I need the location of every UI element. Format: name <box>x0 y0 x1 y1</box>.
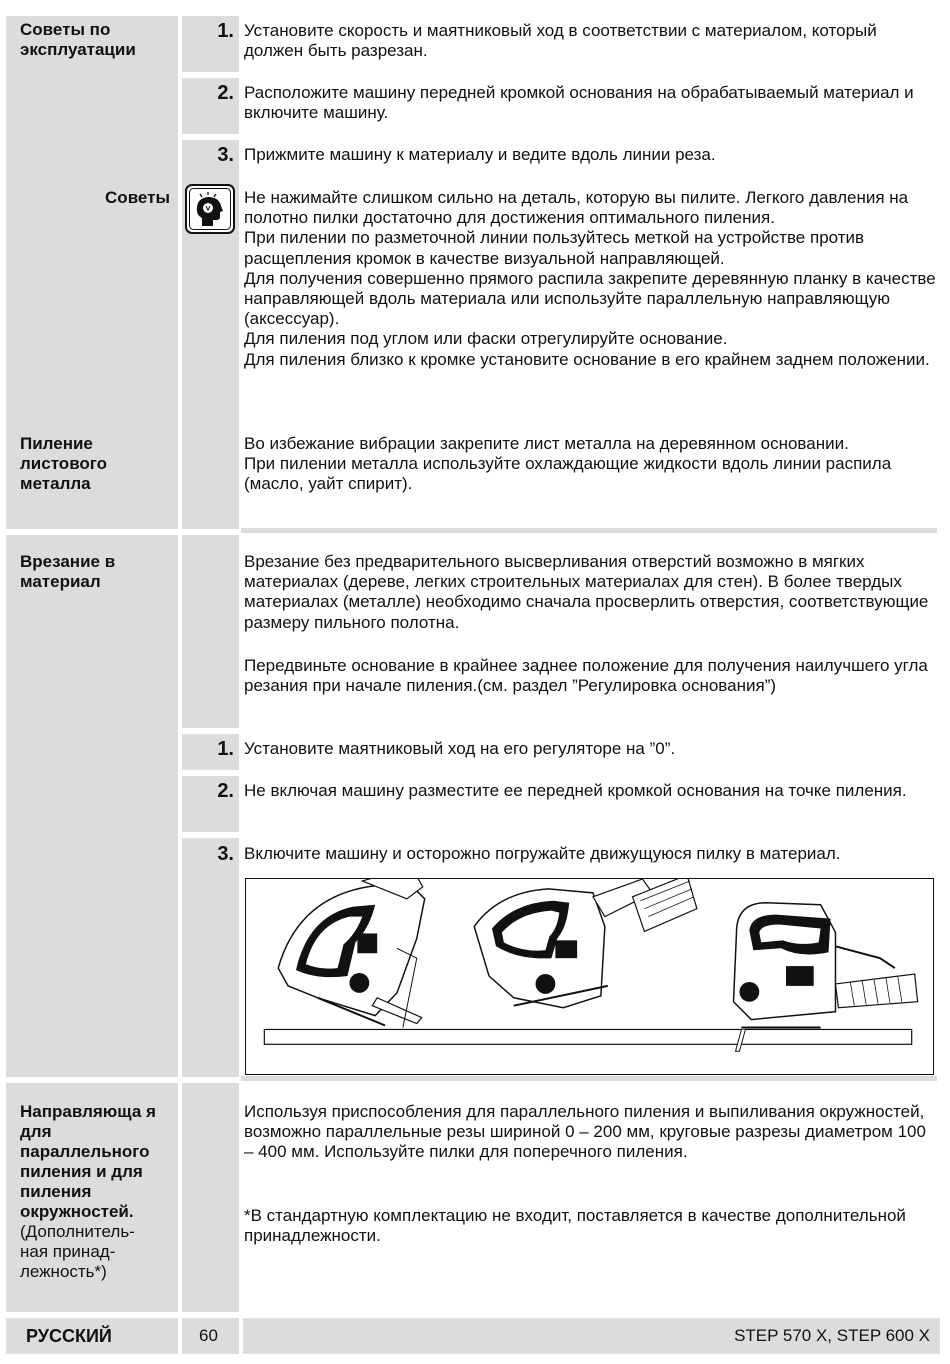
step-column-cell <box>182 1083 239 1312</box>
step-number: 2. <box>217 82 234 104</box>
tip-lightbulb-head-icon <box>185 184 235 234</box>
tips-text <box>244 188 940 370</box>
section-title-sheet-metal: Пиление листового металла <box>20 434 108 493</box>
section-title-usage: Советы по эксплуатации <box>20 20 136 59</box>
tip-line: Не нажимайте слишком сильно на деталь, которую вы пилите. Легкого давления на полотно пилки достаточно для достижения оптимального пиления. <box>244 188 909 228</box>
step-number: 3. <box>217 843 234 865</box>
step-column-cell <box>182 838 239 1077</box>
step-text: Установите маятниковый ход на его регуляторе на ”0”. <box>244 739 676 758</box>
sheet-metal-text <box>244 434 940 495</box>
step-number: 2. <box>217 780 234 802</box>
guide-para-1: Используя приспособления для параллельного пиления и выпиливания окружностей, возможно параллельные резы шириной 0 – 200 мм, круговые разрезы диаметром 100 – 400 мм. Используйте пилки для поперечного пиления. <box>244 1102 926 1162</box>
guide-title-bold: Направляюща я для параллельного пиления и для пиления окружностей. <box>20 1102 156 1221</box>
section-title-plunge: Врезание в материал <box>20 552 116 591</box>
tip-line: Для пиления под углом или фаски отрегулируйте основание. <box>244 329 728 349</box>
sheet-metal-line: Во избежание вибрации закрепите лист металла на деревянном основании. <box>244 434 849 453</box>
plunge-para-2: Передвиньте основание в крайнее заднее положение для получения наилучшего угла резания при начале пиления.(см. раздел ”Регулировка основания”) <box>244 656 928 696</box>
step-text: Прижмите машину к материалу и ведите вдоль линии реза. <box>244 145 716 164</box>
step-number: 3. <box>217 144 234 166</box>
section-title-tips: Советы <box>105 188 170 207</box>
step-text: Установите скорость и маятниковый ход в соответствии с материалом, который должен быть разрезан. <box>244 21 877 61</box>
section-divider <box>241 528 937 533</box>
plunge-cut-illustration <box>245 878 934 1075</box>
jigsaw-partial-icon <box>474 878 697 1008</box>
tip-line: При пилении по разметочной линии пользуйтесь меткой на устройстве против расщепления кромок в качестве визуальной направляющей. <box>244 228 865 268</box>
tip-line: Для получения совершенно прямого распила закрепите деревянную планку в качестве направляющей вдоль материала или используйте параллельную направляющую (аксессуар). <box>244 268 936 329</box>
sheet-metal-line: При пилении металла используйте охлаждающие жидкости вдоль линии распила (масло, уайт спирит). <box>244 454 892 494</box>
section-title-guide <box>20 1102 176 1282</box>
tip-line: Для пиления близко к кромке установите основание в его крайнем заднем положении. <box>244 349 930 369</box>
step-text: Включите машину и осторожно погружайте движущуюся пилку в материал. <box>244 844 841 863</box>
footer-language: РУССКИЙ <box>26 1326 112 1346</box>
guide-title-note: (Дополнитель- ная принад- лежность*) <box>20 1222 135 1281</box>
step-number: 1. <box>217 20 234 42</box>
guide-para-2: *В стандартную комплектацию не входит, поставляется в качестве дополнительной принадлежности. <box>244 1206 906 1246</box>
step-column-cell <box>182 535 239 728</box>
step-text: Не включая машину разместите ее передней кромкой основания на точке пиления. <box>244 781 907 800</box>
step-number: 1. <box>217 738 234 760</box>
plunge-para-1: Врезание без предварительного высверливания отверстий возможно в мягких материалах (дереве, легких строительных материалах для стен). В более твердых материалах (металле) необходимо сначала просверлить отверстия, соответствующие размеру пильного полотна. <box>244 552 929 632</box>
jigsaw-tilted-icon <box>278 878 424 1027</box>
label-column-block-2 <box>6 535 178 1077</box>
section-divider <box>241 1076 937 1081</box>
step-text: Расположите машину передней кромкой основания на обрабатываемый материал и включите машину. <box>244 83 914 123</box>
footer-page-number: 60 <box>199 1326 218 1345</box>
footer-model: STEP 570 X, STEP 600 X <box>734 1326 930 1345</box>
